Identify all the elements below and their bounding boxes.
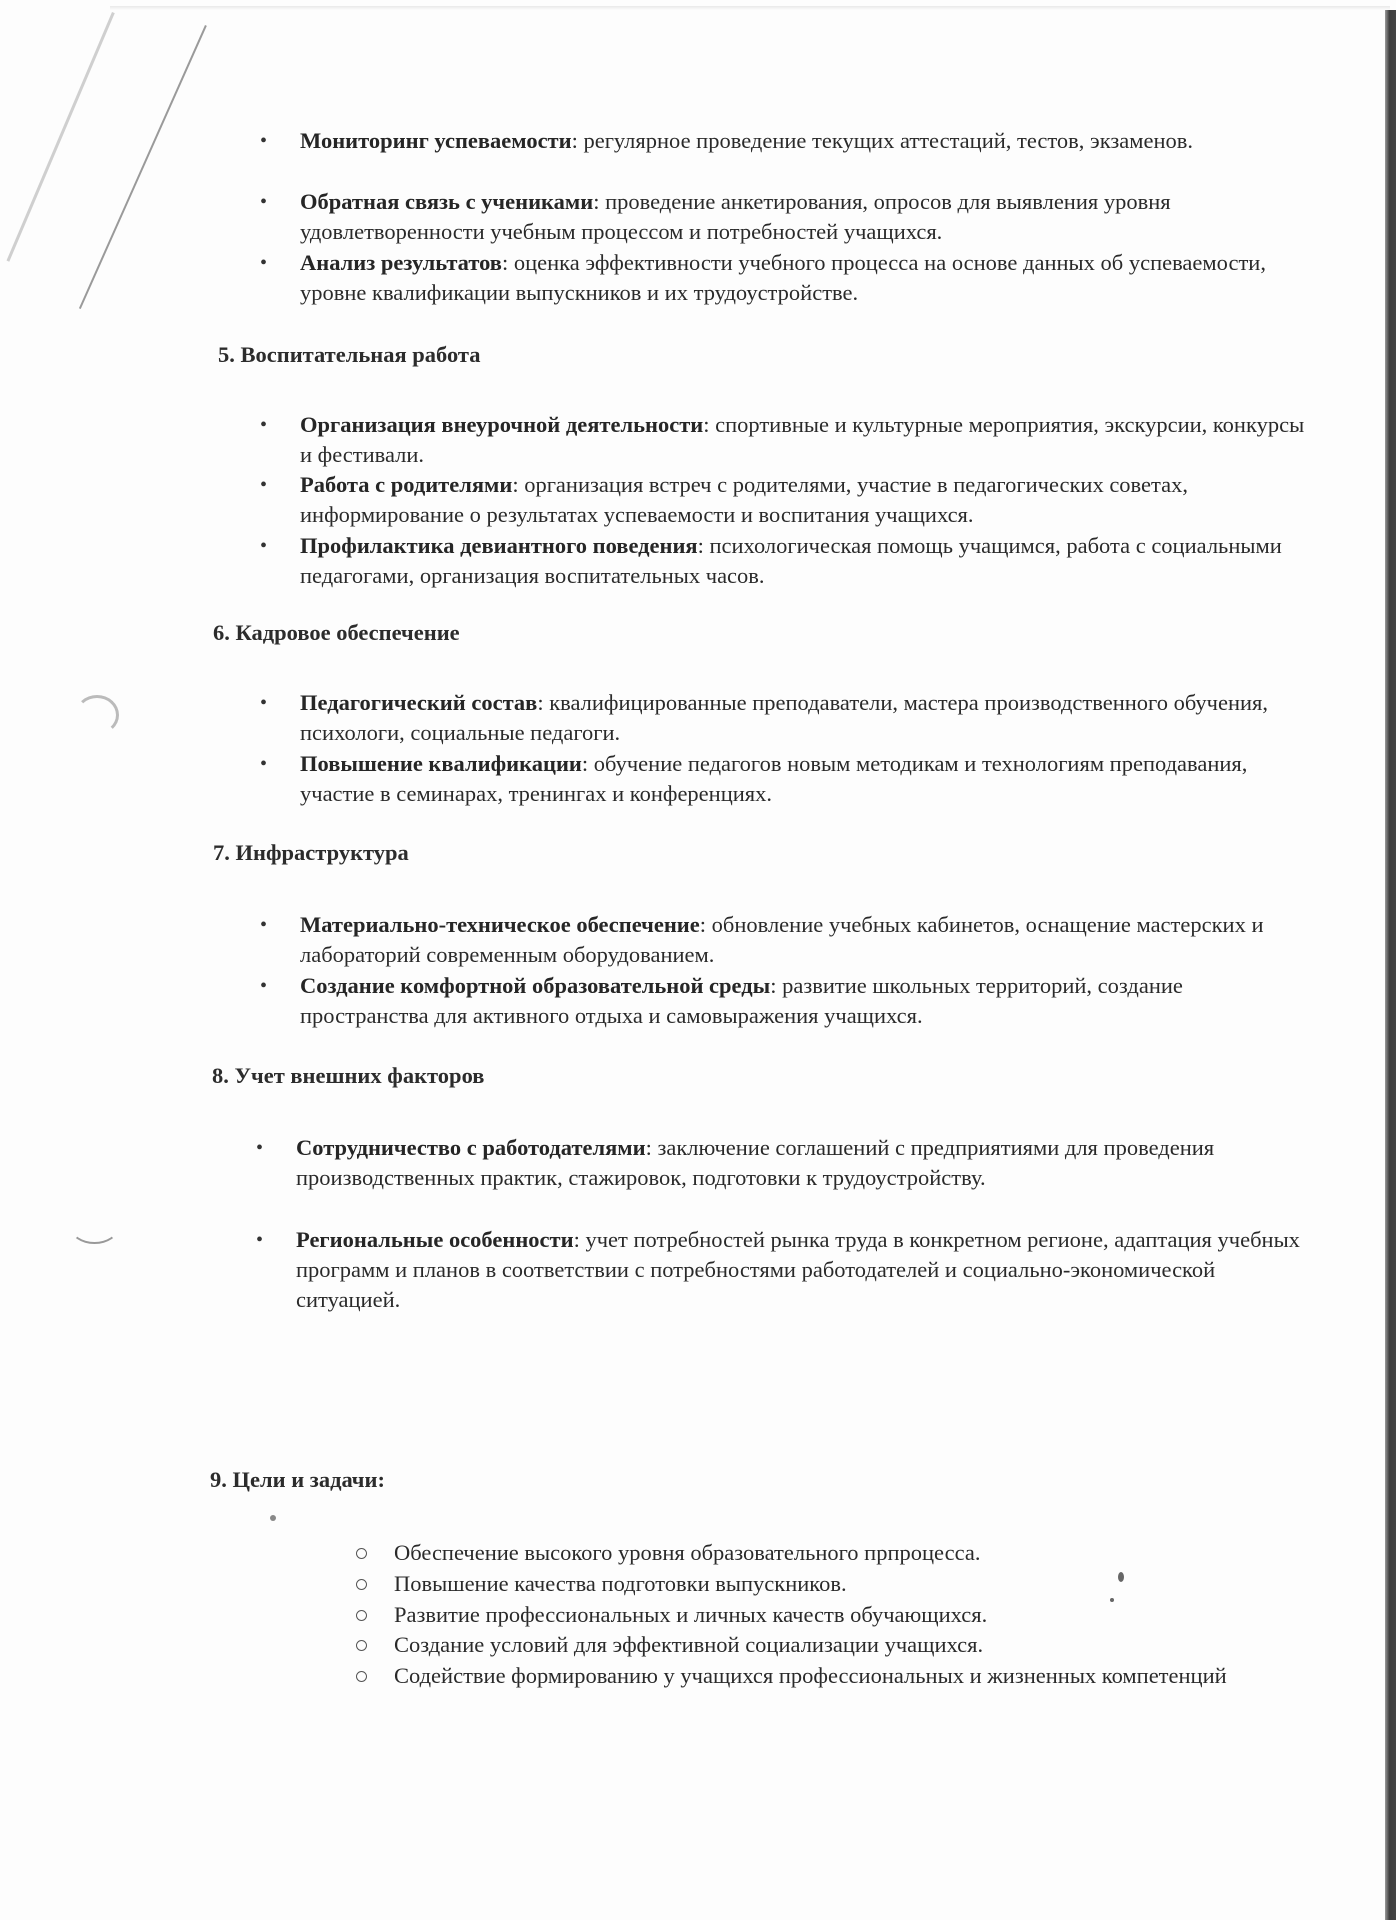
item-text: : обучение педагогов новым методикам и технологиям преподавания, участие в семинарах, тренингах и конференциях. <box>300 751 1248 806</box>
scan-top-edge <box>110 6 1390 10</box>
list-item <box>260 470 1310 530</box>
list-item <box>256 1133 1306 1193</box>
bullet-icon: • <box>256 1137 264 1159</box>
item-term: Организация внеурочной деятельности <box>300 412 704 437</box>
list-item <box>260 248 1310 308</box>
list-item <box>260 749 1310 809</box>
item-term: Создание комфортной образовательной среды <box>300 973 771 998</box>
item-term: Профилактика девиантного поведения <box>300 533 698 558</box>
list-item <box>260 910 1310 970</box>
list-item <box>260 971 1310 1031</box>
circle-bullet-icon <box>356 1548 367 1559</box>
list-item <box>260 531 1310 591</box>
circle-bullet-icon <box>356 1579 367 1590</box>
sub-list-item <box>394 1538 1294 1568</box>
section-heading: 6. Кадровое обеспечение <box>213 620 460 645</box>
item-text: : спортивные и культурные мероприятия, экскурсии, конкурсы и фестивали. <box>300 412 1305 467</box>
section-heading: 9. Цели и задачи: <box>210 1467 385 1492</box>
circle-bullet-icon <box>356 1640 367 1651</box>
sub-item-text: Повышение качества подготовки выпускников. <box>394 1571 847 1596</box>
item-text: : оценка эффективности учебного процесса на основе данных об успеваемости, уровне квалификации выпускников и их трудоустройстве. <box>300 250 1266 305</box>
list-item <box>260 410 1310 470</box>
scan-smudge <box>75 695 119 735</box>
scan-right-edge <box>1385 10 1396 1920</box>
item-term: Мониторинг успеваемости <box>300 128 572 153</box>
circle-bullet-icon <box>356 1671 367 1682</box>
bullet-icon: • <box>256 1229 264 1251</box>
bullet-icon: • <box>260 252 268 274</box>
sub-list-item <box>394 1600 1294 1630</box>
item-term: Сотрудничество с работодателями <box>296 1135 646 1160</box>
sub-item-text: Создание условий для эффективной социализации учащихся. <box>394 1632 984 1657</box>
sub-list-item <box>394 1569 1294 1599</box>
section-heading: 5. Воспитательная работа <box>218 342 481 367</box>
bullet-icon: • <box>260 474 268 496</box>
item-term: Педагогический состав <box>300 690 538 715</box>
item-text: : организация встреч с родителями, участие в педагогических советах, информирование о результатах успеваемости и воспитания учащихся. <box>300 472 1189 527</box>
item-term: Обратная связь с учениками <box>300 189 594 214</box>
bullet-icon: • <box>260 692 268 714</box>
sub-item-text: Содействие формированию у учащихся профессиональных и жизненных компетенций <box>394 1663 1227 1688</box>
item-text: : квалифицированные преподаватели, мастера производственного обучения, психологи, социальные педагоги. <box>300 690 1269 745</box>
bullet-icon: • <box>260 753 268 775</box>
item-term: Региональные особенности <box>296 1227 574 1252</box>
item-term: Работа с родителями <box>300 472 513 497</box>
scan-smudge <box>70 1210 119 1244</box>
sub-list-item <box>394 1630 1294 1660</box>
list-item <box>260 688 1310 748</box>
sub-item-text: Развитие профессиональных и личных качеств обучающихся. <box>394 1602 988 1627</box>
list-item <box>260 126 1310 156</box>
item-text: : регулярное проведение текущих аттестаций, тестов, экзаменов. <box>571 128 1193 153</box>
list-item <box>256 1225 1306 1315</box>
item-term: Анализ результатов <box>300 250 502 275</box>
item-text: : проведение анкетирования, опросов для выявления уровня удовлетворенности учебным процессом и потребностей учащихся. <box>300 189 1171 244</box>
sub-item-text: Обеспечение высокого уровня образовательного прпроцесса. <box>394 1540 981 1565</box>
bullet-icon: • <box>260 191 268 213</box>
scan-speck <box>270 1515 276 1521</box>
section-heading: 7. Инфраструктура <box>213 840 409 865</box>
item-text: : обновление учебных кабинетов, оснащение мастерских и лабораторий современным оборудованием. <box>300 912 1264 967</box>
sub-list-item <box>394 1661 1274 1691</box>
bullet-icon: • <box>260 130 268 152</box>
item-text: : развитие школьных территорий, создание пространства для активного отдыха и самовыражения учащихся. <box>300 973 1183 1028</box>
bullet-icon: • <box>260 535 268 557</box>
bullet-icon: • <box>260 975 268 997</box>
item-term: Повышение квалификации <box>300 751 582 776</box>
circle-bullet-icon <box>356 1610 367 1621</box>
item-text: : заключение соглашений с предприятиями для проведения производственных практик, стажировок, подготовки к трудоустройству. <box>296 1135 1215 1190</box>
bullet-icon: • <box>260 914 268 936</box>
bullet-icon: • <box>260 414 268 436</box>
item-text: : учет потребностей рынка труда в конкретном регионе, адаптация учебных программ и планов в соответствии с потребностями работодателей и социально-экономической ситуацией. <box>296 1227 1300 1312</box>
item-text: : психологическая помощь учащимся, работа с социальными педагогами, организация воспитательных часов. <box>300 533 1282 588</box>
list-item <box>260 187 1310 247</box>
item-term: Материально-техническое обеспечение <box>300 912 700 937</box>
section-heading: 8. Учет внешних факторов <box>212 1063 485 1088</box>
scan-streak <box>7 12 115 262</box>
scan-streak <box>79 25 206 309</box>
